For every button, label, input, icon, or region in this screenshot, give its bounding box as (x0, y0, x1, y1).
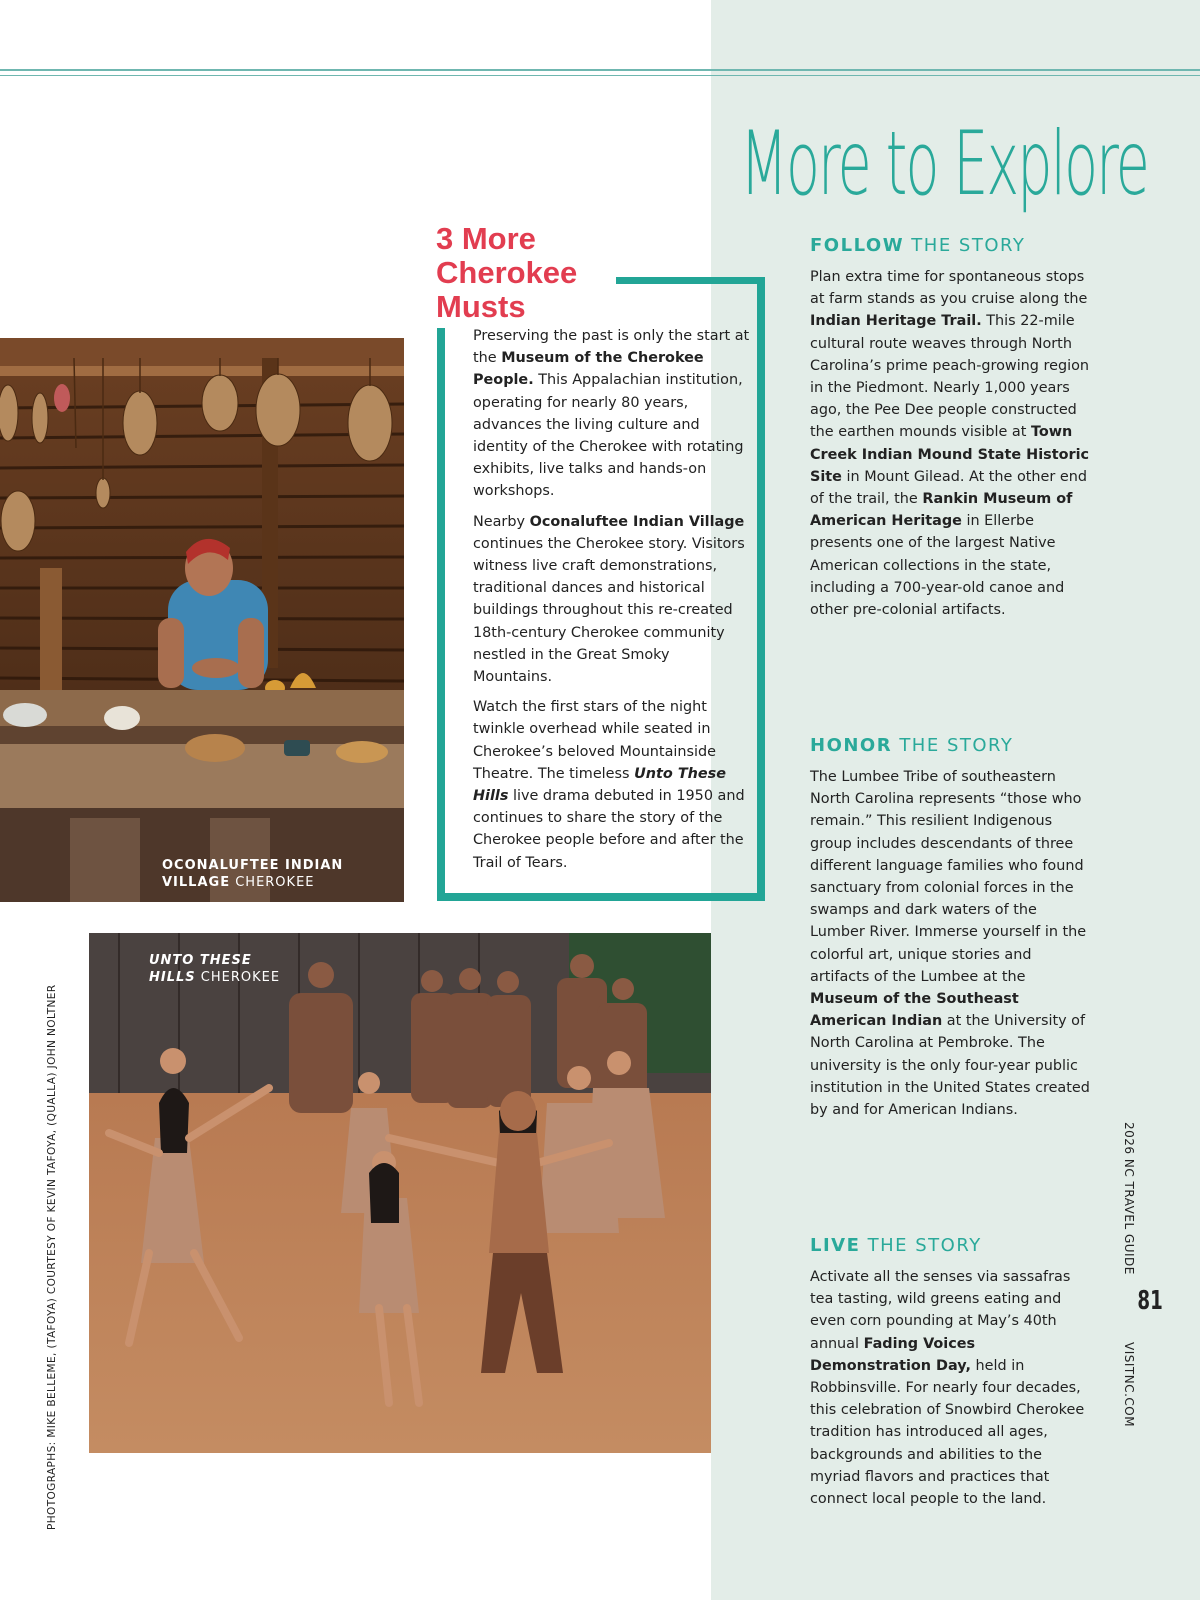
folio-publication: 2026 NC TRAVEL GUIDE (1122, 1122, 1136, 1275)
section-body: Plan extra time for spontaneous stops at farm stands as you cruise along the Indian Heritage Trail. This 22-mile cultural route weaves through North Carolina’s prime peach-growing region in the Piedmont. Nearly 1,000 years ago, the Pee Dee people constructed the earthen mounds visible at Town Creek Indian Mound State Historic Site in Mount Gilead. At the other end of the trail, the Rankin Museum of American Heritage in Ellerbe presents one of the largest Native American collections in the state, including a 700-year-old canoe and other pre-colonial artifacts. (810, 269, 1090, 619)
sidebar-title-line: Musts (436, 289, 526, 324)
header-rule (0, 69, 1200, 71)
section-follow (810, 235, 1090, 621)
village-photo-caption: OCONALUFTEE INDIAN VILLAGE CHEROKEE (162, 858, 344, 890)
section-body: Activate all the senses via sassafras tea tasting, wild greens eating and even corn pounding at May’s 40th annual Fading Voices Demonstration Day, held in Robbinsville. For nearly four decades, this celebration of Snowbird Cherokee tradition has introduced all ages, backgrounds and abilities to the myriad flavors and practices that connect local people to the land. (810, 1269, 1085, 1508)
village-photo (0, 338, 404, 902)
sidebar-paragraph: Preserving the past is only the start at the Museum of the Cherokee People. This Appalachian institution, operating for nearly 80 years, advances the living culture and identity of the Cherokee with rotating exhibits, live talks and hands-on workshops. (473, 328, 750, 500)
sidebar-frame-top (616, 277, 765, 284)
page-number: 81 (1137, 1286, 1163, 1316)
section-heading: LIVE THE STORY (810, 1235, 982, 1256)
sidebar-paragraph: Nearby Oconaluftee Indian Village continues the Cherokee story. Visitors witness live craft demonstrations, traditional dances and historical buildings throughout this re-created 18th-century Cherokee community nestled in the Great Smoky Mountains. (473, 513, 745, 686)
sidebar-frame-right (757, 277, 765, 901)
page-title: More to Explore (740, 112, 1149, 215)
section-heading: FOLLOW THE STORY (810, 235, 1026, 256)
drama-photo-caption: UNTO THESE HILLS CHEROKEE (149, 953, 281, 985)
sidebar-paragraph: Watch the first stars of the night twinkle overhead while seated in Cherokee’s beloved Mountainside Theatre. The timeless Unto These Hills live drama debuted in 1950 and continues to share the story of the Cherokee people before and after the Trail of Tears. (473, 699, 745, 871)
sidebar-title-line: Cherokee (436, 255, 578, 290)
photo-credit: PHOTOGRAPHS: MIKE BELLEME, (TAFOYA) COURTESY OF KEVIN TAFOYA, (QUALLA) JOHN NOLTNER (46, 984, 58, 1530)
sidebar-title-line: 3 More (436, 221, 536, 256)
section-live (810, 1235, 1090, 1510)
sidebar-title (436, 222, 636, 324)
sidebar-body (473, 325, 751, 882)
village-scene-image (0, 338, 404, 902)
drama-scene-image (89, 933, 711, 1453)
section-honor (810, 735, 1090, 1121)
header-rule-thin (0, 75, 1200, 76)
drama-photo (89, 933, 711, 1453)
sidebar-frame-bottom (437, 893, 765, 901)
sidebar-frame-left (437, 328, 445, 901)
section-body: The Lumbee Tribe of southeastern North Carolina represents “those who remain.” This resilient Indigenous group includes descendants of three different language families who found sanctuary from colonial forces in the swamps and dark waters of the Lumber River. Immerse yourself in the colorful art, unique stories and artifacts of the Lumbee at the Museum of the Southeast American Indian at the University of North Carolina at Pembroke. The university is the only four-year public institution in the United States created by and for American Indians. (810, 769, 1090, 1119)
section-heading: HONOR THE STORY (810, 735, 1014, 756)
folio-website: VISITNC.COM (1122, 1342, 1136, 1428)
